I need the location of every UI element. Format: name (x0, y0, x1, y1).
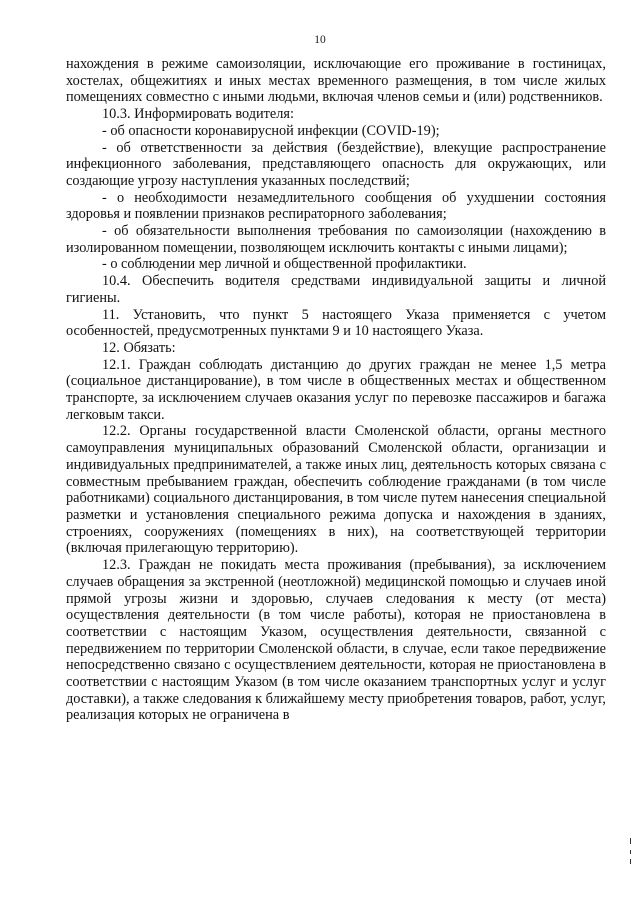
scan-mark (630, 859, 631, 864)
paragraph: 12.1. Граждан соблюдать дистанцию до других граждан не менее 1,5 метра (социальное дистанцирование), в том числе в общественных местах и общественном транспорте, за исключением случаев оказания услуг по перевозке пассажиров и багажа легковым такси. (66, 356, 606, 423)
paragraph: 12. Обязать: (102, 339, 176, 356)
paragraph: 10.3. Информировать водителя: (102, 106, 294, 123)
paragraph: - о соблюдении мер личной и общественной профилактики. (102, 256, 467, 273)
scan-mark (630, 838, 631, 844)
page-number: 10 (314, 34, 326, 46)
document-body (66, 56, 606, 724)
scan-edge-marks (629, 838, 633, 874)
paragraph: 12.2. Органы государственной власти Смоленской области, органы местного самоуправления муниципальных образований Смоленской области, организации и индивидуальных предпринимателей, а также иных лиц, деятельность которых связана с совместным пребыванием граждан, обеспечить соблюдение гражданами (в том числе работниками) социального дистанцирования, в том числе путем нанесения специальной разметки и установления специального режима допуска и нахождения в зданиях, строениях, сооружениях (помещениях в них), на соответствующей территории (включая прилегающую территорию). (66, 423, 606, 557)
paragraph: нахождения в режиме самоизоляции, исключающие его проживание в гостиницах, хостелах, общежитиях и иных местах временного размещения, в том числе жилых помещениях совместно с иными людьми, включая членов семьи и (или) родственников. (66, 56, 606, 106)
paragraph: 10.4. Обеспечить водителя средствами индивидуальной защиты и личной гигиены. (66, 273, 606, 306)
paragraph: 12.3. Граждан не покидать места проживания (пребывания), за исключением случаев обращения за экстренной (неотложной) медицинской помощью и случаев иной прямой угрозы жизни и здоровью, случаев следования к месту (от места) осуществления деятельности (в том числе работы), которая не приостановлена в соответствии с настоящим Указом, осуществления деятельности, связанной с передвижением по территории Смоленской области, в случае, если такое передвижение непосредственно связано с осуществлением деятельности, которая не приостановлена в соответствии с настоящим Указом (в том числе оказанием транспортных услуг и услуг доставки), а также следования к ближайшему месту приобретения товаров, работ, услуг, реализация которых не ограничена в (66, 557, 606, 724)
paragraph: - об ответственности за действия (бездействие), влекущие распространение инфекционного заболевания, представляющего опасность для окружающих, или создающие угрозу наступления указанных последствий; (66, 139, 606, 189)
scan-mark (630, 850, 631, 854)
paragraph: - о необходимости незамедлительного сообщения об ухудшении состояния здоровья и появлении признаков респираторного заболевания; (66, 189, 606, 223)
paragraph: - об опасности коронавирусной инфекции (COVID-19); (102, 122, 440, 139)
paragraph: 11. Установить, что пункт 5 настоящего Указа применяется с учетом особенностей, предусмотренных пунктами 9 и 10 настоящего Указа. (66, 306, 606, 340)
paragraph: - об обязательности выполнения требования по самоизоляции (нахождению в изолированном помещении, позволяющем исключить контакты с иными лицами); (66, 223, 606, 256)
